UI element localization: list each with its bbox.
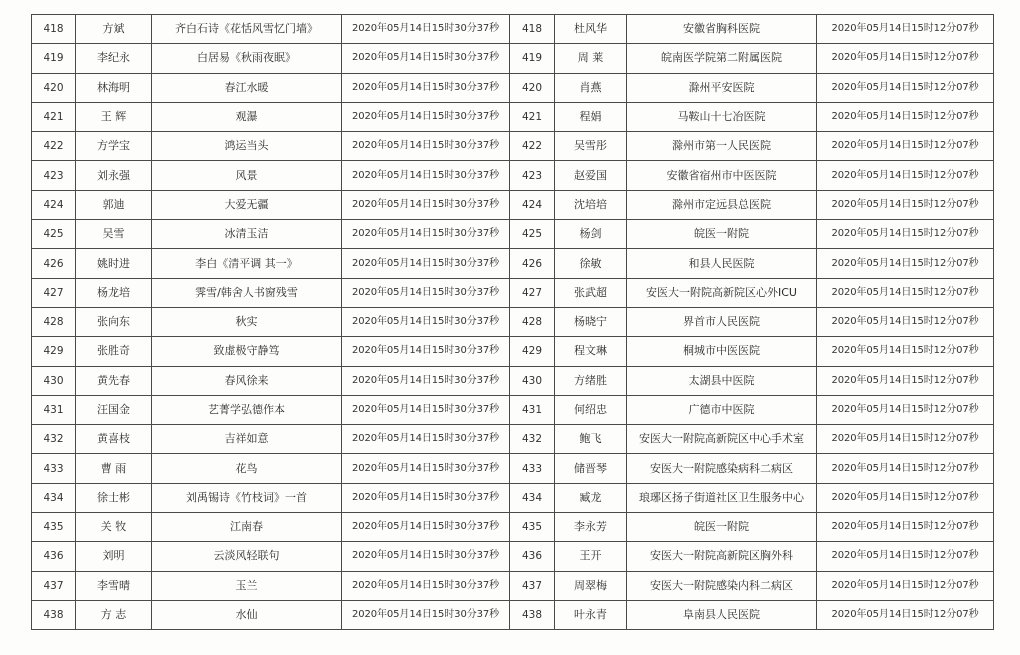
right-name-cell: 肖燕 — [555, 73, 627, 102]
left-name-cell: 张向东 — [76, 307, 152, 336]
artwork-title-cell: 春江水暖 — [152, 73, 342, 102]
right-name-cell: 程娟 — [555, 102, 627, 131]
right-number-cell: 437 — [510, 571, 555, 600]
artwork-title-cell: 吉祥如意 — [152, 425, 342, 454]
right-name-cell: 沈培培 — [555, 190, 627, 219]
left-number-cell: 430 — [32, 366, 76, 395]
left-number-cell: 437 — [32, 571, 76, 600]
left-timestamp-cell: 2020年05月14日15时30分37秒 — [342, 307, 510, 336]
left-timestamp-cell: 2020年05月14日15时30分37秒 — [342, 15, 510, 44]
roster-body — [32, 15, 994, 630]
artwork-title-cell: 江南春 — [152, 513, 342, 542]
table-row — [32, 278, 994, 307]
work-unit-cell: 安医大一附院感染内科二病区 — [627, 571, 817, 600]
right-number-cell: 438 — [510, 600, 555, 629]
right-name-cell: 王开 — [555, 542, 627, 571]
left-timestamp-cell: 2020年05月14日15时30分37秒 — [342, 132, 510, 161]
right-timestamp-cell: 2020年05月14日15时12分07秒 — [817, 395, 994, 424]
right-name-cell: 赵爱国 — [555, 161, 627, 190]
right-name-cell: 程文琳 — [555, 337, 627, 366]
table-row — [32, 600, 994, 629]
table-row — [32, 395, 994, 424]
left-number-cell: 423 — [32, 161, 76, 190]
right-name-cell: 臧龙 — [555, 483, 627, 512]
left-number-cell: 424 — [32, 190, 76, 219]
right-name-cell: 张武超 — [555, 278, 627, 307]
table-row — [32, 366, 994, 395]
table-row — [32, 571, 994, 600]
left-name-cell: 方学宝 — [76, 132, 152, 161]
right-number-cell: 431 — [510, 395, 555, 424]
left-number-cell: 418 — [32, 15, 76, 44]
table-row — [32, 483, 994, 512]
left-number-cell: 431 — [32, 395, 76, 424]
left-number-cell: 432 — [32, 425, 76, 454]
left-name-cell: 方 志 — [76, 600, 152, 629]
right-number-cell: 433 — [510, 454, 555, 483]
artwork-title-cell: 白居易《秋雨夜眠》 — [152, 44, 342, 73]
left-name-cell: 徐士彬 — [76, 483, 152, 512]
left-name-cell: 方斌 — [76, 15, 152, 44]
table-row — [32, 513, 994, 542]
table-row — [32, 425, 994, 454]
right-timestamp-cell: 2020年05月14日15时12分07秒 — [817, 366, 994, 395]
left-name-cell: 关 牧 — [76, 513, 152, 542]
right-number-cell: 419 — [510, 44, 555, 73]
right-timestamp-cell: 2020年05月14日15时12分07秒 — [817, 220, 994, 249]
left-timestamp-cell: 2020年05月14日15时30分37秒 — [342, 161, 510, 190]
artwork-title-cell: 观瀑 — [152, 102, 342, 131]
right-number-cell: 435 — [510, 513, 555, 542]
work-unit-cell: 界首市人民医院 — [627, 307, 817, 336]
table-row — [32, 190, 994, 219]
work-unit-cell: 安医大一附院感染病科二病区 — [627, 454, 817, 483]
right-timestamp-cell: 2020年05月14日15时12分07秒 — [817, 102, 994, 131]
right-number-cell: 434 — [510, 483, 555, 512]
right-timestamp-cell: 2020年05月14日15时12分07秒 — [817, 571, 994, 600]
artwork-title-cell: 玉兰 — [152, 571, 342, 600]
work-unit-cell: 安徽省宿州市中医医院 — [627, 161, 817, 190]
right-number-cell: 436 — [510, 542, 555, 571]
right-timestamp-cell: 2020年05月14日15时12分07秒 — [817, 483, 994, 512]
right-name-cell: 徐敏 — [555, 249, 627, 278]
work-unit-cell: 安徽省胸科医院 — [627, 15, 817, 44]
right-number-cell: 421 — [510, 102, 555, 131]
work-unit-cell: 皖医一附院 — [627, 513, 817, 542]
right-timestamp-cell: 2020年05月14日15时12分07秒 — [817, 132, 994, 161]
left-name-cell: 杨龙培 — [76, 278, 152, 307]
left-timestamp-cell: 2020年05月14日15时30分37秒 — [342, 513, 510, 542]
left-name-cell: 姚时进 — [76, 249, 152, 278]
right-timestamp-cell: 2020年05月14日15时12分07秒 — [817, 161, 994, 190]
right-number-cell: 420 — [510, 73, 555, 102]
right-number-cell: 418 — [510, 15, 555, 44]
left-timestamp-cell: 2020年05月14日15时30分37秒 — [342, 102, 510, 131]
table-row — [32, 220, 994, 249]
artwork-title-cell: 秋实 — [152, 307, 342, 336]
right-name-cell: 周翠梅 — [555, 571, 627, 600]
table-row — [32, 542, 994, 571]
right-number-cell: 429 — [510, 337, 555, 366]
right-timestamp-cell: 2020年05月14日15时12分07秒 — [817, 307, 994, 336]
right-number-cell: 430 — [510, 366, 555, 395]
left-number-cell: 435 — [32, 513, 76, 542]
table-row — [32, 337, 994, 366]
right-number-cell: 423 — [510, 161, 555, 190]
left-name-cell: 李雪晴 — [76, 571, 152, 600]
left-name-cell: 刘明 — [76, 542, 152, 571]
left-number-cell: 428 — [32, 307, 76, 336]
right-name-cell: 杨剑 — [555, 220, 627, 249]
left-timestamp-cell: 2020年05月14日15时30分37秒 — [342, 73, 510, 102]
table-row — [32, 249, 994, 278]
left-number-cell: 429 — [32, 337, 76, 366]
left-timestamp-cell: 2020年05月14日15时30分37秒 — [342, 600, 510, 629]
left-name-cell: 刘永强 — [76, 161, 152, 190]
left-name-cell: 林海明 — [76, 73, 152, 102]
right-name-cell: 周 莱 — [555, 44, 627, 73]
artwork-title-cell: 花鸟 — [152, 454, 342, 483]
left-timestamp-cell: 2020年05月14日15时30分37秒 — [342, 425, 510, 454]
left-timestamp-cell: 2020年05月14日15时30分37秒 — [342, 366, 510, 395]
right-timestamp-cell: 2020年05月14日15时12分07秒 — [817, 190, 994, 219]
right-timestamp-cell: 2020年05月14日15时12分07秒 — [817, 249, 994, 278]
left-timestamp-cell: 2020年05月14日15时30分37秒 — [342, 542, 510, 571]
left-name-cell: 曹 雨 — [76, 454, 152, 483]
right-number-cell: 424 — [510, 190, 555, 219]
left-number-cell: 433 — [32, 454, 76, 483]
artwork-title-cell: 李白《清平调 其一》 — [152, 249, 342, 278]
right-timestamp-cell: 2020年05月14日15时12分07秒 — [817, 542, 994, 571]
left-timestamp-cell: 2020年05月14日15时30分37秒 — [342, 454, 510, 483]
right-timestamp-cell: 2020年05月14日15时12分07秒 — [817, 15, 994, 44]
right-name-cell: 杨晓宁 — [555, 307, 627, 336]
left-number-cell: 421 — [32, 102, 76, 131]
right-number-cell: 426 — [510, 249, 555, 278]
left-timestamp-cell: 2020年05月14日15时30分37秒 — [342, 483, 510, 512]
left-name-cell: 李纪永 — [76, 44, 152, 73]
left-timestamp-cell: 2020年05月14日15时30分37秒 — [342, 220, 510, 249]
table-row — [32, 132, 994, 161]
right-number-cell: 427 — [510, 278, 555, 307]
right-name-cell: 何绍忠 — [555, 395, 627, 424]
right-timestamp-cell: 2020年05月14日15时12分07秒 — [817, 425, 994, 454]
artwork-title-cell: 鸿运当头 — [152, 132, 342, 161]
roster-table — [31, 14, 994, 630]
work-unit-cell: 和县人民医院 — [627, 249, 817, 278]
right-name-cell: 鲍飞 — [555, 425, 627, 454]
left-name-cell: 汪国金 — [76, 395, 152, 424]
right-timestamp-cell: 2020年05月14日15时12分07秒 — [817, 44, 994, 73]
left-timestamp-cell: 2020年05月14日15时30分37秒 — [342, 395, 510, 424]
table-row — [32, 15, 994, 44]
work-unit-cell: 广德市中医院 — [627, 395, 817, 424]
left-number-cell: 434 — [32, 483, 76, 512]
left-name-cell: 吴雪 — [76, 220, 152, 249]
artwork-title-cell: 冰清玉洁 — [152, 220, 342, 249]
right-number-cell: 422 — [510, 132, 555, 161]
artwork-title-cell: 云淡风轻联句 — [152, 542, 342, 571]
work-unit-cell: 安医大一附院高新院区心外ICU — [627, 278, 817, 307]
right-number-cell: 432 — [510, 425, 555, 454]
table-row — [32, 161, 994, 190]
left-timestamp-cell: 2020年05月14日15时30分37秒 — [342, 278, 510, 307]
artwork-title-cell: 霁雪/韩舍人书窗残雪 — [152, 278, 342, 307]
left-name-cell: 郭迪 — [76, 190, 152, 219]
artwork-title-cell: 刘禹锡诗《竹枝词》一首 — [152, 483, 342, 512]
right-timestamp-cell: 2020年05月14日15时12分07秒 — [817, 600, 994, 629]
work-unit-cell: 皖南医学院第二附属医院 — [627, 44, 817, 73]
right-timestamp-cell: 2020年05月14日15时12分07秒 — [817, 454, 994, 483]
work-unit-cell: 皖医一附院 — [627, 220, 817, 249]
left-number-cell: 426 — [32, 249, 76, 278]
artwork-title-cell: 大爱无疆 — [152, 190, 342, 219]
table-row — [32, 307, 994, 336]
left-name-cell: 黄喜枝 — [76, 425, 152, 454]
left-number-cell: 422 — [32, 132, 76, 161]
work-unit-cell: 马鞍山十七冶医院 — [627, 102, 817, 131]
left-number-cell: 420 — [32, 73, 76, 102]
right-timestamp-cell: 2020年05月14日15时12分07秒 — [817, 73, 994, 102]
left-timestamp-cell: 2020年05月14日15时30分37秒 — [342, 44, 510, 73]
right-name-cell: 李永芳 — [555, 513, 627, 542]
work-unit-cell: 安医大一附院高新院区中心手术室 — [627, 425, 817, 454]
left-number-cell: 436 — [32, 542, 76, 571]
table-row — [32, 454, 994, 483]
artwork-title-cell: 艺菁学弘德作本 — [152, 395, 342, 424]
work-unit-cell: 滁州平安医院 — [627, 73, 817, 102]
work-unit-cell: 琅琊区扬子街道社区卫生服务中心 — [627, 483, 817, 512]
artwork-title-cell: 风景 — [152, 161, 342, 190]
right-timestamp-cell: 2020年05月14日15时12分07秒 — [817, 278, 994, 307]
right-timestamp-cell: 2020年05月14日15时12分07秒 — [817, 337, 994, 366]
left-name-cell: 张胜奇 — [76, 337, 152, 366]
artwork-title-cell: 致虚极守静笃 — [152, 337, 342, 366]
artwork-title-cell: 齐白石诗《花恬风雪忆门墙》 — [152, 15, 342, 44]
left-number-cell: 427 — [32, 278, 76, 307]
right-name-cell: 储晋琴 — [555, 454, 627, 483]
artwork-title-cell: 春风徐来 — [152, 366, 342, 395]
table-row — [32, 102, 994, 131]
left-timestamp-cell: 2020年05月14日15时30分37秒 — [342, 190, 510, 219]
work-unit-cell: 安医大一附院高新院区胸外科 — [627, 542, 817, 571]
right-name-cell: 叶永青 — [555, 600, 627, 629]
artwork-title-cell: 水仙 — [152, 600, 342, 629]
left-number-cell: 419 — [32, 44, 76, 73]
work-unit-cell: 桐城市中医医院 — [627, 337, 817, 366]
left-timestamp-cell: 2020年05月14日15时30分37秒 — [342, 337, 510, 366]
left-name-cell: 黄先春 — [76, 366, 152, 395]
work-unit-cell: 滁州市第一人民医院 — [627, 132, 817, 161]
left-timestamp-cell: 2020年05月14日15时30分37秒 — [342, 571, 510, 600]
work-unit-cell: 太湖县中医院 — [627, 366, 817, 395]
table-row — [32, 44, 994, 73]
work-unit-cell: 滁州市定远县总医院 — [627, 190, 817, 219]
left-number-cell: 438 — [32, 600, 76, 629]
right-timestamp-cell: 2020年05月14日15时12分07秒 — [817, 513, 994, 542]
work-unit-cell: 阜南县人民医院 — [627, 600, 817, 629]
right-name-cell: 吴雪彤 — [555, 132, 627, 161]
left-name-cell: 王 辉 — [76, 102, 152, 131]
right-name-cell: 杜风华 — [555, 15, 627, 44]
table-row — [32, 73, 994, 102]
right-number-cell: 428 — [510, 307, 555, 336]
right-number-cell: 425 — [510, 220, 555, 249]
left-number-cell: 425 — [32, 220, 76, 249]
right-name-cell: 方绪胜 — [555, 366, 627, 395]
left-timestamp-cell: 2020年05月14日15时30分37秒 — [342, 249, 510, 278]
